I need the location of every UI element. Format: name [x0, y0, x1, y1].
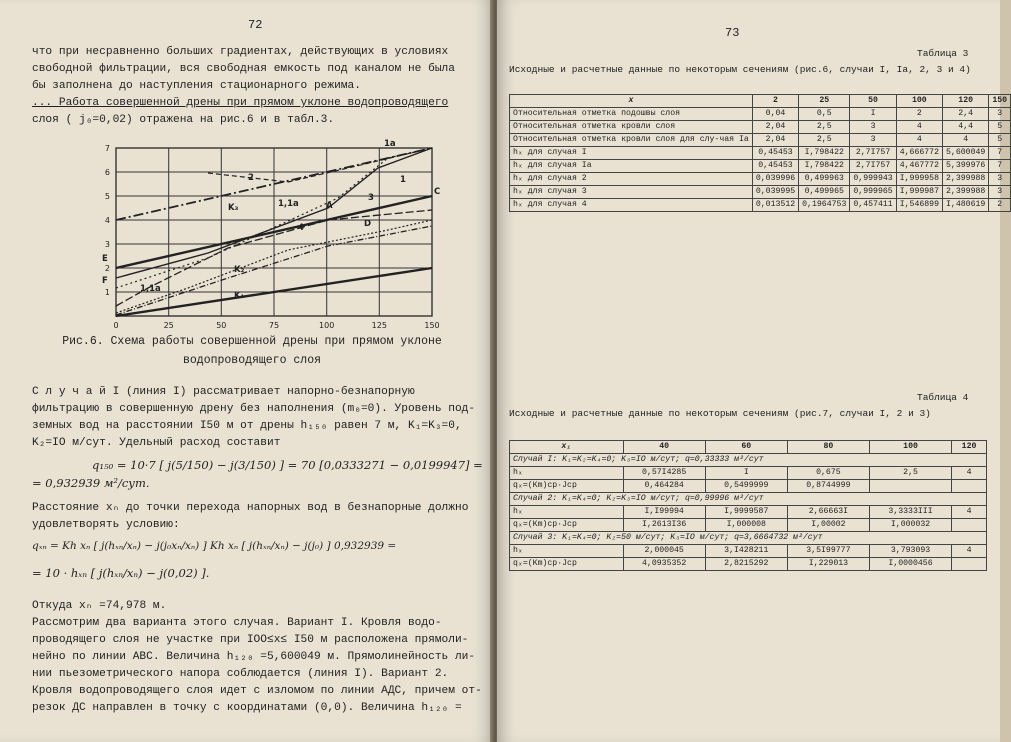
label-a: A [326, 201, 333, 211]
label-1: 1 [400, 175, 406, 185]
table-row [510, 134, 1011, 147]
table-cell: 0,457411 [850, 199, 896, 212]
table-cell: I,798422 [799, 147, 850, 160]
table-cell: 4 [896, 121, 942, 134]
text-line: резок ДС направлен в точку с координатами (0,0). Величина h₁₂₀ = [32, 702, 462, 714]
text-line: бы заполнена до наступления стационарного режима. [32, 80, 361, 92]
table-cell: 0,8744999 [787, 480, 869, 493]
label-k2: K₂ [234, 265, 245, 275]
text-line: земных вод на расстоянии I50 м от дрены h₁₅₀ равен 7 м, K₁=K₃=0, [32, 420, 462, 432]
table-3 [509, 94, 1011, 212]
table-cell: 3,I428211 [705, 545, 787, 558]
table-cell: 4 [943, 134, 989, 147]
table-cell: 4,0935352 [623, 558, 705, 571]
y-tick-labels [105, 144, 110, 297]
table-cell: 4,4 [943, 121, 989, 134]
table-cell: 4 [896, 134, 942, 147]
table-cell: 3 [989, 173, 1011, 186]
table-cell: I,999958 [896, 173, 942, 186]
table-cell: 2,8215292 [705, 558, 787, 571]
variants-paragraph [32, 598, 482, 717]
x-tick-label: 75 [268, 321, 280, 330]
table-cell: I,9999587 [705, 506, 787, 519]
x-tick-label: 0 [113, 321, 119, 330]
table-cell: 5,600049 [943, 147, 989, 160]
table-row [510, 108, 1011, 121]
table-cell: 0,45453 [752, 160, 798, 173]
table-cell: hₓ для случая 4 [510, 199, 753, 212]
y-tick-label: 5 [104, 192, 110, 201]
table-cell [952, 558, 987, 571]
table-cell: 0,464284 [623, 480, 705, 493]
formula-qxn: qₓₙ = Kh xₙ [ j(hₓₙ/xₙ) − j(j₀xₙ/xₙ) ] Kh xₙ [ j(hₓₙ/xₙ) − j(j₀) ] 0,932939 = [32, 540, 397, 552]
table-header-row [510, 95, 1011, 108]
table-cell: Относительная отметка кровли слоя [510, 121, 753, 134]
y-tick-label: 6 [104, 168, 110, 177]
table-header-cell: 60 [705, 441, 787, 454]
row-label-qx: qₓ=(Km)ср·Jср [510, 519, 624, 532]
table-cell: I,480619 [943, 199, 989, 212]
table-cell: I,I99994 [623, 506, 705, 519]
text-line: удовлетворять условию: [32, 519, 180, 531]
table-cell: 7 [989, 160, 1011, 173]
table-header-row [510, 441, 987, 454]
right-page [497, 0, 1008, 742]
y-tick-label: 1 [104, 288, 110, 297]
y-tick-label: 7 [104, 144, 110, 153]
table-cell: 2,66663I [787, 506, 869, 519]
case-title: Случай 3: K₁=K₄=0; K₂=50 м/сут; K₃=IO м/сут; q=3,6664732 м²/сут [510, 532, 987, 545]
label-1-1a: 1,1a [278, 199, 299, 209]
table-cell: 3 [850, 121, 896, 134]
x-tick-labels [113, 321, 439, 330]
text-line: Кровля водопроводящего слоя идет с изломом по линии АДС, причем от- [32, 685, 482, 697]
table-cell: 2,04 [752, 121, 798, 134]
table-row [510, 121, 1011, 134]
table-cell: 0,499965 [799, 186, 850, 199]
x-tick-label: 50 [216, 321, 227, 330]
table-row [510, 545, 987, 558]
table-cell: 0,039995 [752, 186, 798, 199]
table-cell: 2,399988 [943, 173, 989, 186]
table-header-cell: 50 [850, 95, 896, 108]
y-tick-label: 3 [104, 240, 110, 249]
table-cell: 0,999943 [850, 173, 896, 186]
table-cell: 2,04 [752, 134, 798, 147]
table-row [510, 506, 987, 519]
caption-line: водопроводящего слоя [182, 354, 322, 367]
table-cell: hₓ для случая 3 [510, 186, 753, 199]
table-cell: I,2613I36 [623, 519, 705, 532]
text-line: фильтрацию в совершенную дрену без наполнения (m₀=0). Уровень под- [32, 403, 476, 415]
table-cell: 2,5 [799, 121, 850, 134]
table-row [510, 480, 987, 493]
text-line: нии пьезометрического напора соблюдается (линия I). Вариант 2. [32, 668, 449, 680]
page-number-left: 72 [248, 18, 263, 32]
table-cell: 0,1964753 [799, 199, 850, 212]
row-label-hx: hₓ [510, 467, 624, 480]
label-2: 2 [248, 173, 254, 183]
table-cell: I,229013 [787, 558, 869, 571]
table3-number: Таблица 3 [917, 48, 969, 59]
condition-paragraph [32, 500, 472, 534]
caption-line: Рис.6. Схема работы совершенной дрены при прямом уклоне [62, 335, 442, 348]
table-header-cell: 80 [787, 441, 869, 454]
text-line: свободной фильтрации, вся свободная емкость под каналом не была [32, 63, 455, 75]
label-k1: K₁ [234, 291, 245, 301]
table-cell: 0,5499999 [705, 480, 787, 493]
case-title: Случай I: K₁=K₂=K₄=0; K₃=IO м/сут; q=0,33333 м²/сут [510, 454, 987, 467]
table-cell: 0,013512 [752, 199, 798, 212]
table-cell: 4 [952, 545, 987, 558]
table-cell: 0,499963 [799, 173, 850, 186]
figure-caption [32, 332, 472, 370]
table-cell: 3,793093 [869, 545, 951, 558]
case-title-row [510, 454, 987, 467]
table-cell: 2 [989, 199, 1011, 212]
table-cell: 4,467772 [896, 160, 942, 173]
table-header-cell: 2 [752, 95, 798, 108]
formula-q150-result: = 0,932939 м²/сут. [32, 476, 150, 490]
table-row [510, 186, 1011, 199]
case-title-row [510, 532, 987, 545]
page-number-right: 73 [725, 26, 740, 40]
table-cell: 3,3333III [869, 506, 951, 519]
table-cell: 3 [989, 108, 1011, 121]
label-f: F [102, 276, 108, 286]
table-cell: Относительная отметка подошвы слоя [510, 108, 753, 121]
table-cell: 5 [989, 121, 1011, 134]
label-4: 4 [298, 223, 304, 233]
y-tick-label: 2 [104, 264, 110, 273]
table-cell: 0,04 [752, 108, 798, 121]
section-line: слоя ( j₀=0,02) отражена на рис.6 и в табл.3. [32, 114, 335, 126]
table-row [510, 199, 1011, 212]
table-cell: I,000032 [869, 519, 951, 532]
label-k3: K₃ [228, 203, 239, 213]
table3-caption: Исходные и расчетные данные по некоторым сечениям (рис.6, случаи I, Ia, 2, 3 и 4) [509, 64, 971, 75]
table-cell: I,0000456 [869, 558, 951, 571]
table-cell [952, 480, 987, 493]
text-line: нейно по линии ABC. Величина h₁₂₀ =5,600049 м. Прямолинейность ли- [32, 651, 476, 663]
table-cell: 3 [850, 134, 896, 147]
table-cell: hₓ для случая I [510, 147, 753, 160]
table-cell: hₓ для случая 2 [510, 173, 753, 186]
table-cell: I [705, 467, 787, 480]
table-cell: 2,399988 [943, 186, 989, 199]
left-page [0, 0, 493, 742]
label-d: D [364, 219, 372, 229]
section-line: ... Работа совершенной дрены при прямом уклоне водопроводящего [32, 97, 449, 109]
table-cell: 4 [952, 467, 987, 480]
table-cell: 2,4 [943, 108, 989, 121]
line-2-upper [208, 148, 432, 182]
formula-q150: q₁₅₀ = 10·7 [ j(5/150) − j(3/150) ] = 70 [0,0333271 − 0,0199947] = [92, 458, 483, 472]
table-header-cell: 100 [869, 441, 951, 454]
table-cell: 2,7I757 [850, 147, 896, 160]
table-row [510, 467, 987, 480]
table-row [510, 519, 987, 532]
table-header-cell: 40 [623, 441, 705, 454]
row-label-qx: qₓ=(Km)ср·Jср [510, 558, 624, 571]
figure-6 [88, 138, 448, 338]
table-cell: 5,399976 [943, 160, 989, 173]
table-row [510, 173, 1011, 186]
table-cell: 2 [896, 108, 942, 121]
x-tick-label: 100 [319, 321, 335, 330]
table4-caption: Исходные и расчетные данные по некоторым сечениям (рис.7, случаи I, 2 и 3) [509, 408, 931, 419]
table-cell: 0,5 [799, 108, 850, 121]
text-line: Расстояние xₙ до точки перехода напорных вод в безнапорные должно [32, 502, 469, 514]
table-cell: I,000008 [705, 519, 787, 532]
table-cell: hₓ для случая Ia [510, 160, 753, 173]
table-cell: I,999987 [896, 186, 942, 199]
table-cell: 0,57I4285 [623, 467, 705, 480]
table-cell: 0,999965 [850, 186, 896, 199]
text-line: С л у ч а й I (линия I) рассматривает напорно-безнапорную [32, 386, 415, 398]
table-row [510, 160, 1011, 173]
text-line: Откуда xₙ =74,978 м. [32, 600, 167, 612]
table-cell: Относительная отметка кровли слоя для слу-чая Ia [510, 134, 753, 147]
table-cell: 2,5 [869, 467, 951, 480]
table-header-cell: 120 [952, 441, 987, 454]
row-label-hx: hₓ [510, 506, 624, 519]
table-header-cell: x [510, 95, 753, 108]
text-line: проводящего слоя не участке при IOO≤x≤ I50 м расположена прямоли- [32, 634, 469, 646]
formula-qxn-2: = 10 · hₓₙ [ j(hₓₙ/xₙ) − j(0,02) ]. [32, 566, 210, 580]
row-label-qx: qₓ=(Km)ср·Jср [510, 480, 624, 493]
label-1-1a-low: 1,1a [140, 284, 161, 294]
table-cell: 2,7I757 [850, 160, 896, 173]
label-e: E [102, 254, 108, 264]
text-line: Рассмотрим два варианта этого случая. Вариант I. Кровля водо- [32, 617, 442, 629]
table-cell: 3,5I99777 [787, 545, 869, 558]
x-tick-label: 25 [163, 321, 174, 330]
table-cell: I [850, 108, 896, 121]
table-4 [509, 440, 987, 571]
table-cell: I,546899 [896, 199, 942, 212]
table-cell: 4,666772 [896, 147, 942, 160]
table-row [510, 147, 1011, 160]
row-label-hx: hₓ [510, 545, 624, 558]
table-row [510, 558, 987, 571]
table-header-cell: x₁ [510, 441, 624, 454]
table-header-cell: 150 [989, 95, 1011, 108]
text-line: K₂=IO м/сут. Удельный расход составит [32, 437, 281, 449]
table-cell: 2,000045 [623, 545, 705, 558]
case-title-row [510, 493, 987, 506]
text-line: что при несравненно больших градиентах, действующих в условиях [32, 46, 449, 58]
table-cell: I,798422 [799, 160, 850, 173]
table-cell: 5 [989, 134, 1011, 147]
label-3: 3 [368, 193, 374, 203]
table-cell: 4 [952, 506, 987, 519]
table-header-cell: 100 [896, 95, 942, 108]
table-cell [869, 480, 951, 493]
x-tick-label: 150 [424, 321, 440, 330]
case1-paragraph [32, 384, 476, 452]
x-tick-label: 125 [371, 321, 387, 330]
table-cell [952, 519, 987, 532]
table-cell: 7 [989, 147, 1011, 160]
table-cell: 0,45453 [752, 147, 798, 160]
table-header-cell: 120 [943, 95, 989, 108]
y-tick-label: 4 [104, 216, 110, 225]
table-cell: 0,675 [787, 467, 869, 480]
table4-number: Таблица 4 [917, 392, 969, 403]
intro-paragraph [32, 44, 472, 129]
table-cell: 3 [989, 186, 1011, 199]
table-cell: I,00002 [787, 519, 869, 532]
table-header-cell: 25 [799, 95, 850, 108]
table-cell: 2,5 [799, 134, 850, 147]
case-title: Случай 2: K₁=K₄=0; K₂=K₃=IO м/сут; q=0,99996 м²/сут [510, 493, 987, 506]
label-c: C [434, 187, 441, 197]
table-cell: 0,039996 [752, 173, 798, 186]
label-1a: 1a [384, 139, 396, 149]
